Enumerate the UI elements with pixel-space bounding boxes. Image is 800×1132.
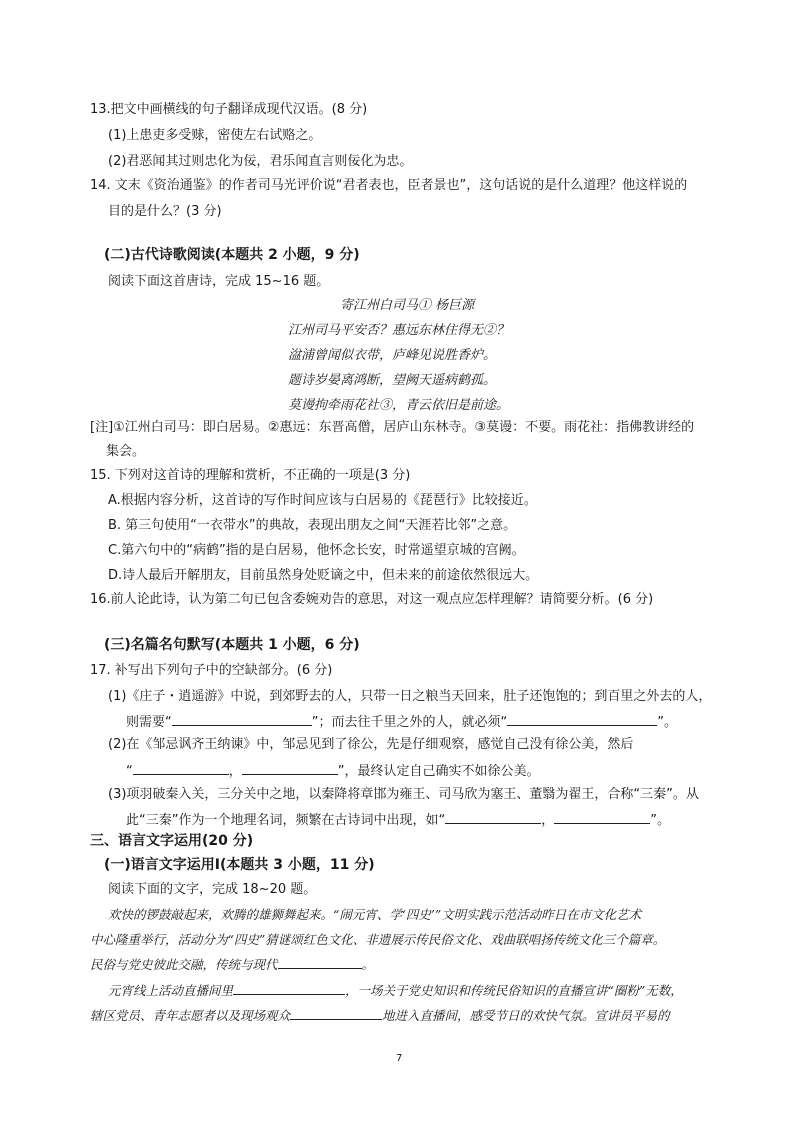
q13-sentence-1: (1)上患吏多受赇，密使左右试赂之。 [108, 128, 322, 143]
q17-blank-2[interactable] [507, 712, 657, 726]
q17-item-2-pre: “ [126, 764, 133, 779]
q15-title: 15. 下列对这首诗的理解和赏析，不正确的一项是(3 分) [90, 468, 411, 483]
q17-item-3-line-2 [126, 810, 670, 830]
q17-item-3-line-1: (3)项羽破秦入关，三分关中之地，以秦降将章邯为雍王、司马欣为塞王、董翳为翟王，合称“三秦”。从 [108, 787, 699, 802]
passage-p2-line-2-end: 地进入直播间，感受节日的欢快气氛。宣讲员平易的 [382, 1008, 670, 1023]
q14-line-2: 目的是什么？(3 分) [108, 204, 222, 219]
q17-item-1-end: ”。 [657, 715, 677, 730]
passage-p1-line-2: 中心隆重举行，活动分为“四史”猜谜颂红色文化、非遗展示传民俗文化、戏曲联唱扬传统文化三个篇章。 [90, 932, 666, 947]
passage-p2-line-1 [108, 981, 683, 1000]
part-3-title: 三、语言文字运用(20 分) [90, 833, 254, 849]
q17-blank-6[interactable] [554, 810, 650, 824]
poem-line-3: 题诗岁晏离鸿断，望阙天遥病鹤孤。 [288, 373, 497, 388]
page-number: 7 [396, 1053, 403, 1064]
passage-p2-line-2-text: 辖区党员、青年志愿者以及现场观众 [90, 1008, 291, 1023]
q17-blank-5[interactable] [445, 810, 541, 824]
q17-item-2-end: ”，最终认定自己确实不如徐公美。 [337, 764, 540, 779]
passage-blank-2[interactable] [233, 981, 345, 995]
q17-item-3-mid: ， [541, 813, 555, 828]
q13-title: 13.把文中画横线的句子翻译成现代汉语。(8 分) [90, 102, 368, 117]
q17-item-2-line-2 [126, 761, 540, 781]
q17-item-1-line-2 [126, 712, 677, 732]
part-3-intro: 阅读下面的文字，完成 18~20 题。 [108, 882, 317, 897]
poem-note-1: [注]①江州白司马：即白居易。②惠远：东晋高僧，居庐山东林寺。③莫谩：不要。雨花社：指佛教讲经的 [90, 420, 695, 435]
passage-p2-line-1-end: ，一场关于党史知识和传统民俗知识的直播宣讲“圈粉”无数， [345, 983, 683, 998]
poem-line-1: 江州司马平安否？惠远东林住得无②？ [288, 323, 510, 338]
q17-title: 17. 补写出下列句子中的空缺部分。(6 分) [90, 663, 333, 678]
passage-p1-line-1: 欢快的锣鼓敲起来，欢腾的雄狮舞起来。“闹元宵、学‘四史’”文明实践示范活动昨日在市文化艺术 [108, 907, 642, 922]
q14-line-1: 14. 文末《资治通鉴》的作者司马光评价说“君者表也，臣者景也”，这句话说的是什么道理？他这样说的 [90, 178, 688, 193]
passage-blank-1[interactable] [278, 955, 362, 969]
q17-item-3-end: ”。 [650, 813, 670, 828]
q17-blank-1[interactable] [172, 712, 312, 726]
passage-p1-line-3-text: 民俗与党史彼此交融，传统与现代 [90, 957, 278, 972]
passage-p2-line-2 [90, 1006, 670, 1025]
section-2-title: (二)古代诗歌阅读(本题共 2 小题，9 分) [104, 247, 360, 263]
q17-item-1-line-1: (1)《庄子・逍遥游》中说，到郊野去的人，只带一日之粮当天回来，肚子还饱饱的；到百里之外去的人， [108, 689, 712, 704]
poem-line-2: 湓浦曾闻似衣带，庐峰见说胜香炉。 [288, 348, 497, 363]
section-2-intro: 阅读下面这首唐诗，完成 15~16 题。 [108, 274, 330, 289]
passage-blank-3[interactable] [290, 1006, 382, 1020]
q15-option-a: A.根据内容分析，这首诗的写作时间应该与白居易的《琵琶行》比较接近。 [108, 493, 537, 508]
passage-p1-line-3-end: 。 [361, 957, 375, 972]
passage-p2-line-1-text: 元宵线上活动直播间里 [108, 983, 234, 998]
q17-blank-3[interactable] [133, 761, 229, 775]
poem-title: 寄江州白司马① 杨巨源 [340, 298, 475, 313]
q17-item-1-mid: ”；而去往千里之外的人，就必须“ [311, 715, 508, 730]
poem-note-2: 集会。 [106, 444, 146, 459]
q17-item-2-line-1: (2)在《邹忌讽齐王纳谏》中，邹忌见到了徐公，先是仔细观察，感觉自己没有徐公美，然后 [108, 737, 634, 752]
q17-blank-4[interactable] [242, 761, 338, 775]
q15-option-d: D.诗人最后开解朋友，目前虽然身处贬谪之中，但未来的前途依然很远大。 [108, 568, 539, 583]
section-3-title: (三)名篇名句默写(本题共 1 小题，6 分) [104, 637, 360, 653]
poem-line-4: 莫谩拘牵雨花社③，青云依旧是前途。 [288, 398, 510, 413]
q17-item-2-mid: ， [228, 764, 242, 779]
q17-item-1-pre: 则需要“ [126, 715, 172, 730]
q15-option-c: C.第六句中的“病鹤”指的是白居易，他怀念长安，时常遥望京城的宫阙。 [108, 543, 525, 558]
q17-item-3-pre: 此“三秦”作为一个地理名词，频繁在古诗词中出现，如“ [126, 813, 446, 828]
q13-sentence-2: (2)君恶闻其过则忠化为佞，君乐闻直言则佞化为忠。 [108, 154, 413, 169]
q16-text: 16.前人论此诗，认为第二句已包含委婉劝告的意思，对这一观点应怎样理解？请简要分析。(6 分) [90, 592, 654, 607]
part-3-subsection-1: (一)语言文字运用Ⅰ(本题共 3 小题，11 分) [104, 857, 375, 873]
q15-option-b: B. 第三句使用“一衣带水”的典故，表现出朋友之间“天涯若比邻”之意。 [108, 518, 517, 533]
passage-p1-line-3 [90, 955, 374, 974]
